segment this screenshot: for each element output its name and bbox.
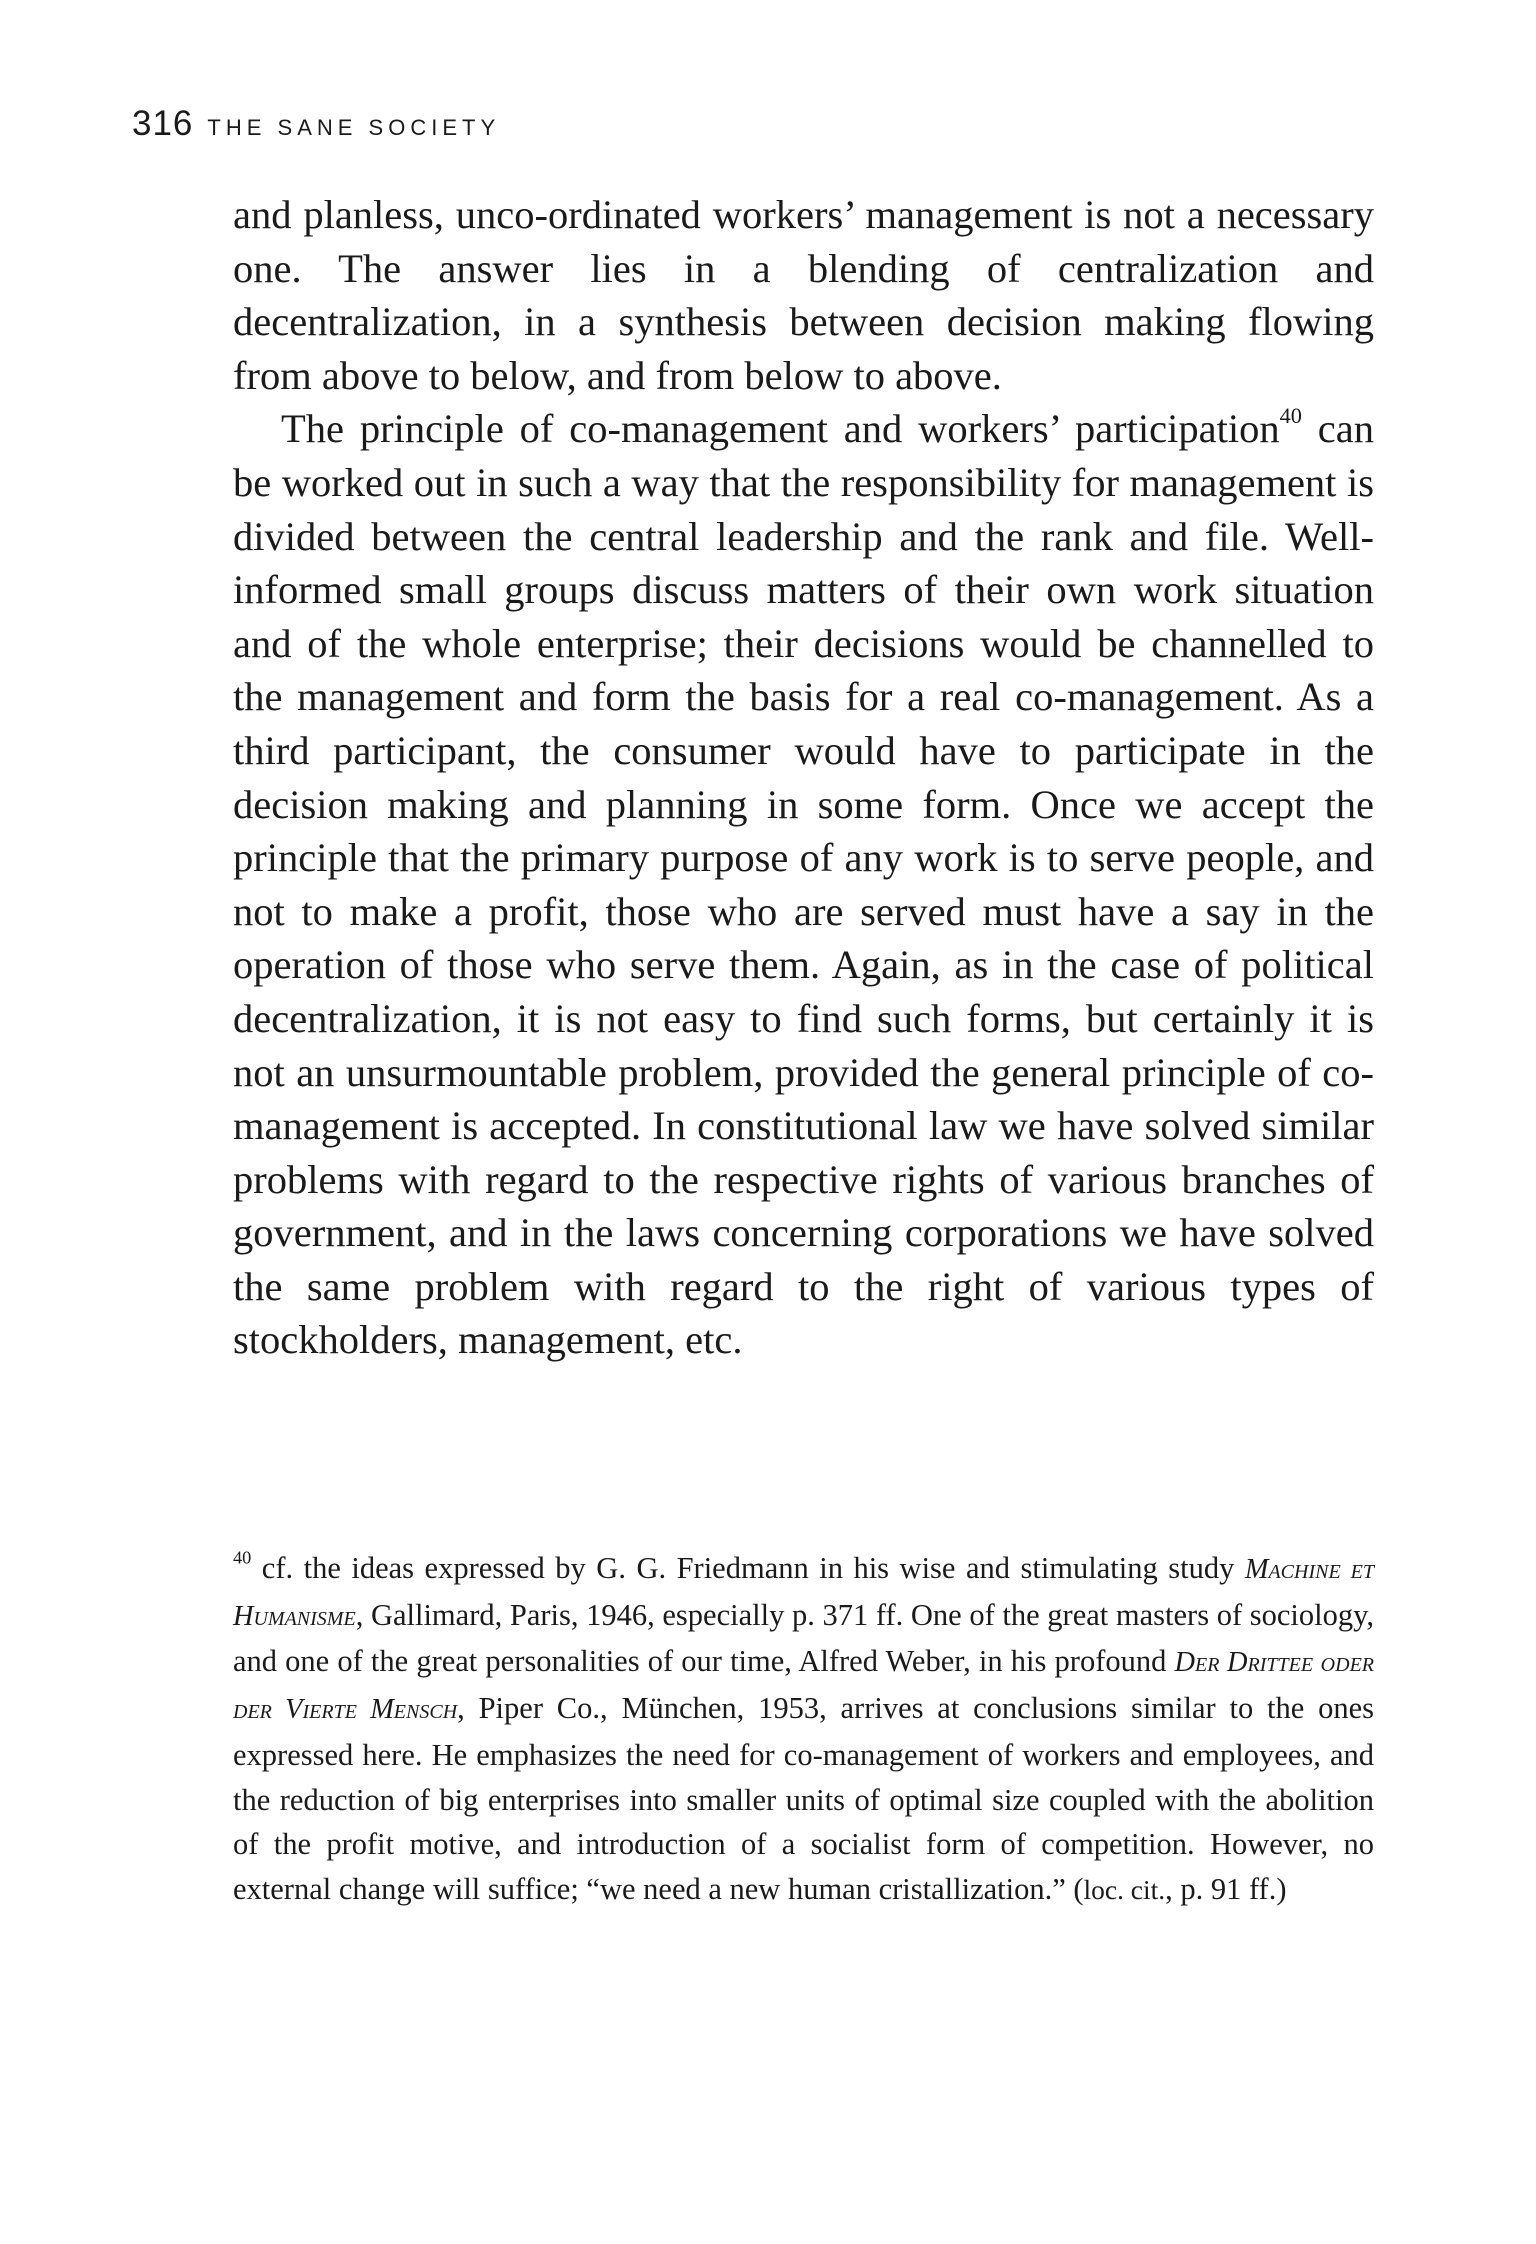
page-number: 316 [132, 104, 194, 143]
paragraph-1 [233, 188, 1374, 402]
running-title: THE SANE SOCIETY [207, 115, 501, 140]
footnote-text-3: , Piper Co., München, 1953, arrives at conclusions similar to the ones expressed here. He emphasizes the need for co-management of workers and employees, and the reduction of big enterprises into smaller units of optimal size coupled with the abolition of the profit motive, and introduction of a socialist form of competition. However, no external change will suffice; “we need a new human cristallization.” ( [233, 1691, 1374, 1906]
footnote-book-title-2: Der Drittee oder der Vierte Mensch [233, 1647, 1375, 1726]
main-text [233, 188, 1374, 1367]
paragraph-1-text: and planless, unco-ordinated workers’ management is not a necessary one. The answer lies in a blending of centralization and decentralization, in a synthesis between decision making flowing from above to below, and from below to above. [233, 192, 1374, 398]
running-head [132, 104, 500, 154]
footnote-loc-cit: loc. cit. [1083, 1874, 1166, 1905]
footnote-text-1: cf. the ideas expressed by G. G. Friedmann in his wise and stimulating study [261, 1551, 1235, 1585]
footnote-text-4: , p. 91 ff.) [1165, 1871, 1287, 1906]
footnote-marker: 40 [233, 1547, 252, 1568]
paragraph-2-start: The principle of co-management and workers’ participation [281, 406, 1280, 452]
footnote-reference-40: 40 [1279, 403, 1302, 429]
paragraph-2 [233, 402, 1374, 1367]
footnote-book-title-1: Machine et Humanisme [233, 1554, 1374, 1632]
footnote-40 [233, 1546, 1374, 1913]
footnote-text-2: , Gallimard, Paris, 1946, especially p. 371 ff. One of the great masters of sociology, and one of the great personalities of our time, Alfred Weber, in his profound [233, 1597, 1374, 1679]
paragraph-2-rest: can be worked out in such a way that the responsibility for management is divided between the central leadership and the rank and file. Well-informed small groups discuss matters of their own work situation and of the whole enterprise; their decisions would be channelled to the management and form the basis for a real co-management. As a third participant, the consumer would have to participate in the decision making and planning in some form. Once we accept the principle that the primary purpose of any work is to serve people, and not to make a profit, those who are served must have a say in the operation of those who serve them. Again, as in the case of political decentralization, it is not easy to find such forms, but certainly it is not an unsurmountable problem, provided the general principle of co-management is accepted. In constitutional law we have solved similar problems with regard to the respective rights of various branches of government, and in the laws concerning corporations we have solved the same problem with regard to the right of various types of stockholders, management, etc. [233, 406, 1374, 1363]
